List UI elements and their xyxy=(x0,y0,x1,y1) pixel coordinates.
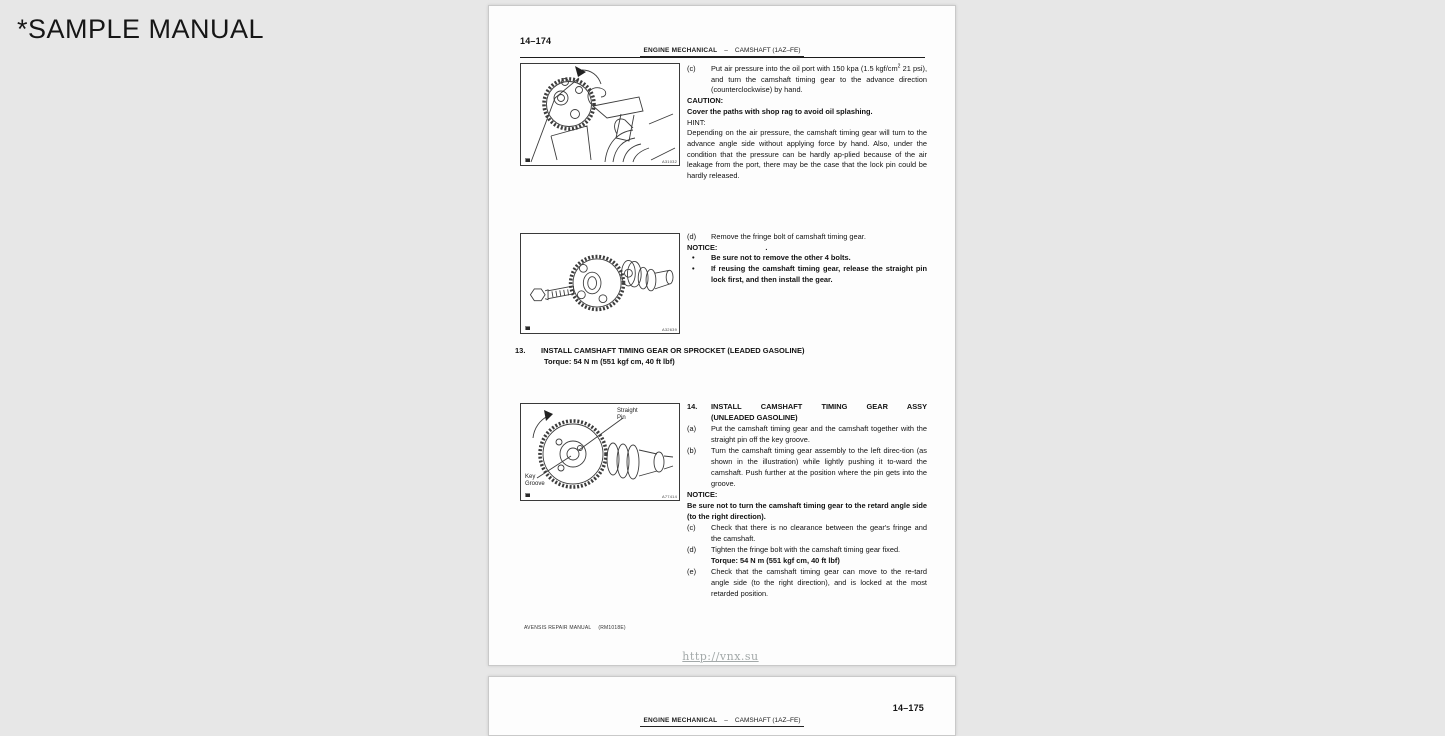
step-d2-torque: Torque: 54 N m (551 kgf cm, 40 ft lbf) xyxy=(711,556,840,565)
figure-air-pressure xyxy=(520,63,680,166)
step-c-text: Put air pressure into the oil port with 150 kpa (1.5 kgf/$cm^2$ 21 psi), and turn the camshaft timing gear to the advance direction (counterclockwise) by hand. xyxy=(711,63,927,95)
header-section: ENGINE MECHANICAL xyxy=(643,717,718,724)
page-number: 14–174 xyxy=(520,36,552,46)
item-13 xyxy=(515,345,929,367)
header-dash: – xyxy=(724,47,728,54)
instruction-block-c xyxy=(687,64,927,182)
manual-page-175 xyxy=(488,676,956,736)
instruction-block-d xyxy=(687,232,927,286)
figure-straight-pin xyxy=(520,403,680,501)
notice-2-text: Be sure not to turn the camshaft timing gear to the retard angle side (to the right direction). xyxy=(687,501,927,521)
step-d-label: (d) xyxy=(687,232,697,241)
notice-bullet-1: • Be sure not to remove the other 4 bolts. xyxy=(687,253,927,264)
page-footer xyxy=(524,625,633,631)
figure-exploded-gear xyxy=(520,233,680,334)
notice-bullet-2: • If reusing the camshaft timing gear, release the straight pin lock first, and then install the gear. xyxy=(687,264,927,285)
step-c-label: (c) xyxy=(687,64,696,73)
figure-corner-icon xyxy=(525,493,530,497)
figure-corner-icon xyxy=(525,158,530,162)
item-14-number: 14. xyxy=(687,402,698,411)
manual-code: (RM1018E) xyxy=(598,625,626,631)
step-c2: (c) Check that there is no clearance between the gear's fringe and the camshaft. xyxy=(687,523,927,543)
manual-page-174 xyxy=(488,5,956,666)
item-13-title: INSTALL CAMSHAFT TIMING GEAR OR SPROCKET (LEADED GASOLINE) xyxy=(541,346,805,355)
page-number: 14–175 xyxy=(892,703,924,713)
page-header xyxy=(489,47,955,57)
header-rule xyxy=(520,57,925,58)
figure-corner-icon xyxy=(525,326,530,330)
page-header xyxy=(489,717,955,727)
notice-label: NOTICE: . xyxy=(687,242,768,252)
header-section: ENGINE MECHANICAL xyxy=(643,47,718,54)
step-d xyxy=(687,232,927,243)
notice-2-label: NOTICE: xyxy=(687,490,718,499)
header-subsection: CAMSHAFT (1AZ–FE) xyxy=(734,47,801,54)
step-d-text: Remove the fringe bolt of camshaft timing gear. xyxy=(711,232,866,241)
sample-manual-label: *SAMPLE MANUAL xyxy=(17,14,265,44)
caution-text: Cover the paths with shop rag to avoid oil splashing. xyxy=(687,106,873,116)
air-gun-gear-illustration xyxy=(521,64,679,165)
exploded-view-illustration xyxy=(521,234,679,333)
item-14-title: 14. INSTALL CAMSHAFT TIMING GEAR ASSY (UNLEADED GASOLINE) xyxy=(687,402,927,422)
step-d2: (d) Tighten the fringe bolt with the camshaft timing gear fixed. Torque: 54 N m (551 kgf cm, 40 ft lbf) xyxy=(687,544,927,566)
item-14 xyxy=(687,401,927,599)
caution-label: CAUTION: xyxy=(687,96,724,106)
stray-mark: . xyxy=(765,242,768,252)
header-subsection: CAMSHAFT (1AZ–FE) xyxy=(734,717,801,724)
step-c xyxy=(687,64,927,96)
header-dash: – xyxy=(724,717,728,724)
item-13-number: 13. xyxy=(515,346,526,355)
step-a: (a) Put the camshaft timing gear and the camshaft together with the straight pin off the key groove. xyxy=(687,424,927,444)
site-watermark: http://vnx.su xyxy=(682,650,759,663)
key-groove-label: Key Groove xyxy=(525,474,545,487)
figure-id: A77414 xyxy=(662,494,677,499)
step-e: (e) Check that the camshaft timing gear can move to the re-tard angle side (to the right direction), and is locked at the most retarded position. xyxy=(687,567,927,598)
superscript-2: 2 xyxy=(897,63,901,70)
manual-name: AVENSIS REPAIR MANUAL xyxy=(524,625,592,631)
item-13-torque: Torque: 54 N m (551 kgf cm, 40 ft lbf) xyxy=(544,357,675,366)
hint-text: Depending on the air pressure, the camshaft timing gear will turn to the advance angle side without applying force by hand. Also, under the condition that the pressure can be hardly ap-plied because of the air leakage from the port, there may be the case that the lock pin could be hardly released. xyxy=(687,128,927,181)
straight-pin-label: Straight Pin xyxy=(617,408,638,421)
figure-id: A31032 xyxy=(662,159,677,164)
step-b: (b) Turn the camshaft timing gear assembly to the left direc-tion (as shown in the illustration) while lightly pushing it to-ward the camshaft. Push further at the position where the pin gets into the groove. xyxy=(687,446,927,488)
hint-label: HINT: xyxy=(687,117,706,127)
figure-id: A32639 xyxy=(662,327,677,332)
